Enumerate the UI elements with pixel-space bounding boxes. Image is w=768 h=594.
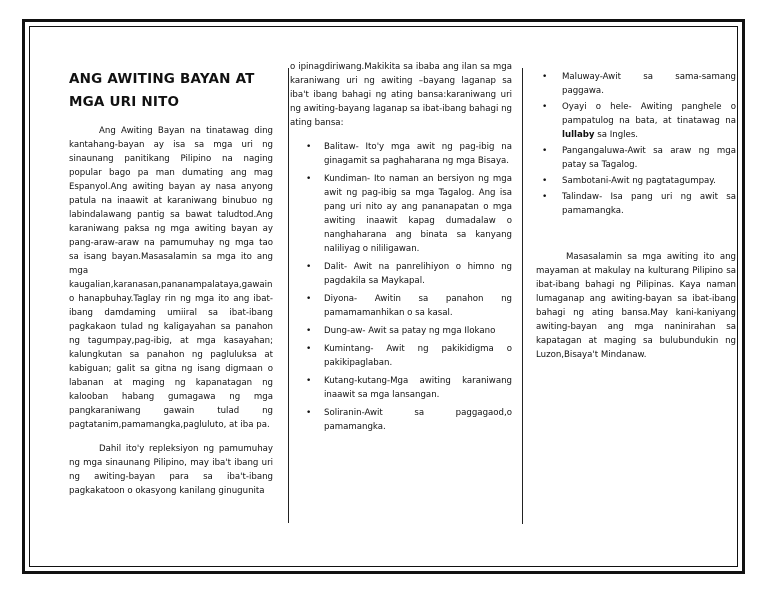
column-2 [290,60,512,438]
column-1 [69,60,273,508]
list-item: • Kundiman- Ito naman an bersiyon ng mga awit ng pag-ibig sa mga Tagalog. Ang isa pang uri nito ay ang pananapatan o mga awiting inaawit kapag dumadalaw o nanghaharana ang binata sa kanyang naliliyag o nililigawan. [306,174,512,254]
continuation-paragraph: o ipinagdiriwang.Makikita sa ibaba ang ilan sa mga karaniwang uri ng awiting –bayang laganap sa iba't ibang bahagi ng ating bansa:karaniwang uri ng awiting-bayang laganap sa ibat-ibang bahagi ng ating bansa: [290,62,512,128]
list-item: • Dung-aw- Awit sa patay ng mga Ilokano [306,326,496,336]
list-item: • Soliranin-Awit sa paggagaod,o pamamangka. [306,408,512,432]
list-item: • Talindaw- Isa pang uri ng awit sa pamamangka. [542,192,736,216]
column-divider-2 [522,68,523,524]
list-item: • Dalit- Awit na panrelihiyon o himno ng pagdakila sa Maykapal. [306,262,512,286]
list-item: • Sambotani-Awit ng pagtatagumpay. [542,176,716,186]
second-paragraph: Dahil ito'y repleksiyon ng pamumuhay ng mga sinaunang Pilipino, may iba't ibang uri ng awiting-bayan para sa iba't-ibang pagkakatoon o okasyong kanilang ginugunita [69,444,273,496]
list-item: • Diyona- Awitin sa panahon ng pamamamanhikan o sa kasal. [306,294,512,318]
song-type-list [290,140,512,434]
list-item: • Pangangaluwa-Awit sa araw ng mga patay sa Tagalog. [542,146,736,170]
closing-paragraph: Masasalamin sa mga awiting ito ang mayaman at makulay na kulturang Pilipino sa ibat-ibang bahagi ng Pilipinas. Kaya naman lumaganap ang awiting-bayan sa ibat-ibang bahagi ng ating bansa.May kani-kaniyang awiting-bayan ang mga naninirahan sa kapatagan at maging sa bulubundukin ng Luzon,Bisaya't Mindanaw. [536,252,736,360]
page-title: ANG AWITING BAYAN AT MGA URI NITO [69,71,255,110]
list-item: • Maluway-Awit sa sama-samang paggawa. [542,72,736,96]
list-item: • Kutang-kutang-Mga awiting karaniwang inaawit sa mga lansangan. [306,376,512,400]
list-item: • Kumintang- Awit ng pakikidigma o pakikipaglaban. [306,344,512,368]
list-item: • Balitaw- Ito'y mga awit ng pag-ibig na ginagamit sa paghaharana ng mga Bisaya. [306,142,512,166]
column-3 [536,60,736,372]
list-item: • Oyayi o hele- Awiting panghele o pampatulog na bata, at tinatawag na lullaby sa Ingles. [542,102,736,140]
column-divider-1 [288,68,289,523]
intro-paragraph: Ang Awiting Bayan na tinatawag ding kantahang-bayan ay isa sa mga uri ng sinaunang panitikang Pilipino na naging popular bago pa man dumating ang mag Espanyol.Ang awiting bayan ay nasa anyong patula na inaawit at karaniwang binubuo ng labindalawang pantig sa bawat taludtod.Ang karaniwang paksa ng mga awiting bayan ay pang-araw-araw na pamumuhay ng mga tao sa isang bayan.Masasalamin sa mga ito ang mga kaugalian,karanasan,pananampalataya,gawain o hanapbuhay.Taglay rin ng mga ito ang ibat-ibang damdaming umiiral sa ibat-ibang pagkakaon tulad ng kaligayahan sa panahon ng tagumpay,pag-ibig, at mga kasayahan; kalungkutan sa panahon ng pagluluksa at kabiguan; galit sa gitna ng isang digmaan o labanan at maging ng kapanatagan ng kalooban habang gumagawa ng mga pangkaraniwang gawain tulad ng pagtatanim,pamamangka,pagluluto, at iba pa. [69,126,273,430]
song-type-list-continued [536,70,736,218]
